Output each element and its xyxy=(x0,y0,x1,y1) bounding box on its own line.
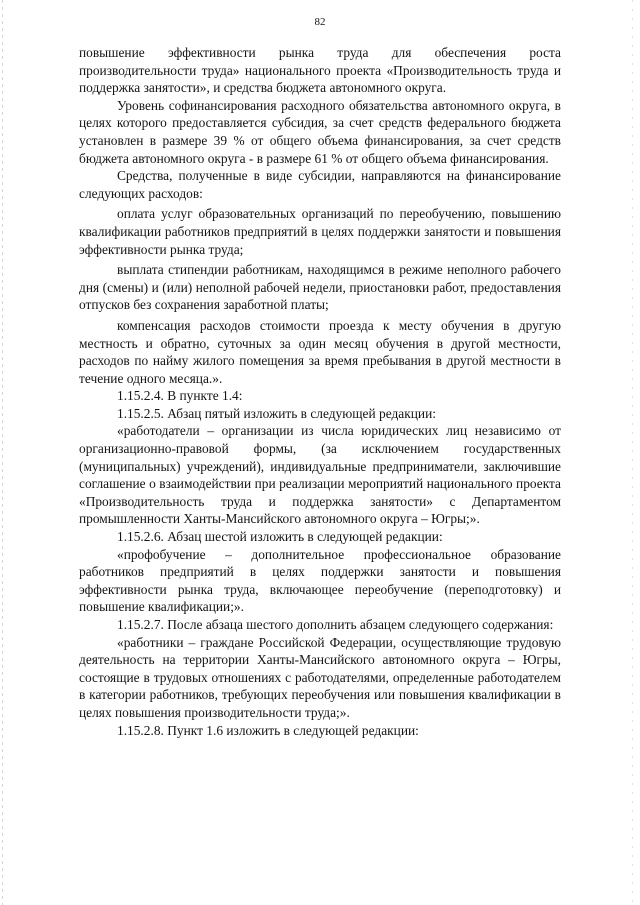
paragraph-subsidy-purpose: Средства, полученные в виде субсидии, направляются на финансирование следующих расходов: xyxy=(79,168,561,201)
paragraph-cofinancing-level: Уровень софинансирования расходного обязательства автономного округа, в целях которого предоставляется субсидия, за счет средств федерального бюджета установлен в размере 39 % от общего объема финансирования, за счет средств бюджета автономного округа - в размере 61 % от общего объема финансирования. xyxy=(79,97,561,166)
list-item-stipend: выплата стипендии работникам, находящимся в режиме неполного рабочего дня (смены) и (или) неполной рабочей недели, приостановки работ, предоставления отпусков без сохранения заработной платы; xyxy=(79,262,561,313)
clause-1-15-2-5: 1.15.2.5. Абзац пятый изложить в следующей редакции: xyxy=(117,405,436,421)
clause-1-15-2-8: 1.15.2.8. Пункт 1.6 изложить в следующей редакции: xyxy=(117,722,419,738)
clause-1-15-2-6: 1.15.2.6. Абзац шестой изложить в следующей редакции: xyxy=(117,529,443,545)
scan-edge-left xyxy=(2,0,3,905)
list-item-travel-compensation: компенсация расходов стоимости проезда к месту обучения в другую местность и обратно, суточных за один месяц обучения в другой местности, расходов по найму жилого помещения за время пребывания в другой местности в течение одного месяца.». xyxy=(79,317,561,386)
paragraph-continuation: повышение эффективности рынка труда для обеспечения роста производительности труда» национального проекта «Производительность труда и поддержка занятости», и средства бюджета автономного округа. xyxy=(79,45,561,96)
scan-edge-right xyxy=(632,0,633,905)
definition-employers: «работодатели – организации из числа юридических лиц независимо от организационно-правовой формы, (за исключением государственных (муниципальных) учреждений), индивидуальные предприниматели, заключившие соглашение о взаимодействии при реализации мероприятий национального проекта «Производительность труда и поддержка занятости» с Департаментом промышленности Ханты-Мансийского автономного округа – Югры;». xyxy=(79,423,561,527)
clause-1-15-2-7: 1.15.2.7. После абзаца шестого дополнить абзацем следующего содержания: xyxy=(117,617,554,632)
clause-1-15-2-4: 1.15.2.4. В пункте 1.4: xyxy=(117,388,243,404)
list-item-training-costs: оплата услуг образовательных организаций по переобучению, повышению квалификации работников предприятий в целях поддержки занятости и повышения эффективности рынка труда; xyxy=(79,206,561,257)
page-number: 82 xyxy=(314,16,326,28)
definition-workers: «работники – граждане Российской Федерации, осуществляющие трудовую деятельность на территории Ханты-Мансийского автономного округа – Югры, состоящие в трудовых отношениях с работодателями, определенные работодателем в категории работников, требующих переобучения или повышения квалификации в целях повышения производительности труда;». xyxy=(79,634,561,720)
definition-vocational-training: «профобучение – дополнительное профессиональное образование работников предприятий в целях поддержки занятости и повышения эффективности рынка труда, включающее переобучение (переподготовку) и повышение квалификации;». xyxy=(79,546,561,615)
document-body xyxy=(79,44,561,739)
